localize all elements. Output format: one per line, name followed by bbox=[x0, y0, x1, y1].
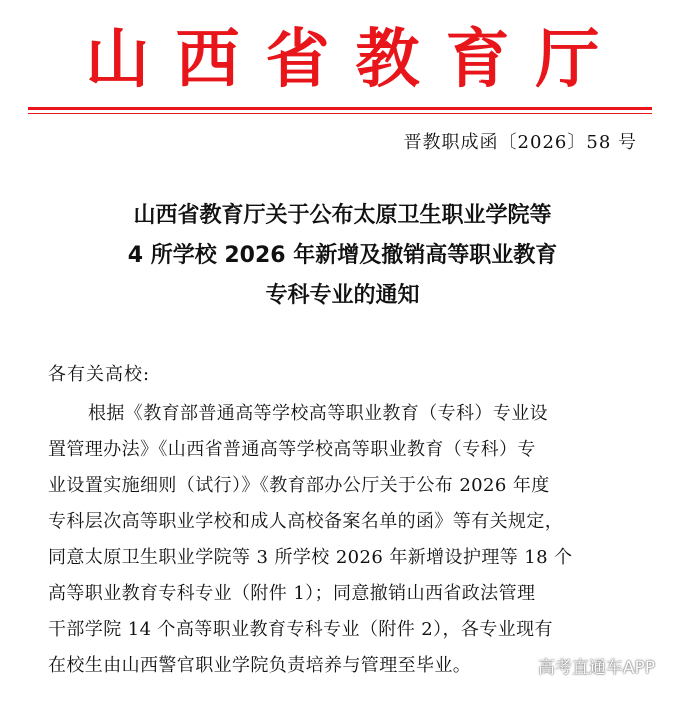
body-line: 业设置实施细则（试行）》《教育部办公厅关于公布 2026 年度 bbox=[48, 475, 550, 496]
document-title-line: 4 所学校 2026 年新增及撤销高等职业教育 bbox=[127, 243, 558, 268]
body-line: 根据《教育部普通高等学校高等职业教育（专科）专业设 bbox=[88, 403, 548, 424]
body-line: 高等职业教育专科专业（附件 1）；同意撤销山西省政法管理 bbox=[48, 583, 536, 604]
body-line: 在校生由山西警官职业学院负责培养与管理至毕业。 bbox=[48, 655, 472, 676]
body-line: 干部学院 14 个高等职业教育专科专业（附件 2），各专业现有 bbox=[48, 619, 553, 640]
document-title bbox=[30, 196, 655, 316]
document-title-line: 山西省教育厅关于公布太原卫生职业学院等 bbox=[133, 203, 552, 228]
agency-masthead: 山西省教育厅 bbox=[85, 22, 626, 97]
body-line: 同意太原卫生职业学院等 3 所学校 2026 年新增设护理等 18 个 bbox=[48, 547, 573, 568]
document-body bbox=[48, 396, 648, 684]
document-title-line: 专科专业的通知 bbox=[265, 283, 420, 308]
body-line: 专科层次高等职业学校和成人高校备案名单的函》等有关规定， bbox=[48, 511, 564, 532]
salutation: 各有关高校: bbox=[48, 364, 151, 385]
body-line: 置管理办法》《山西省普通高等学校高等职业教育（专科）专 bbox=[48, 439, 536, 460]
header-rule-thick bbox=[28, 107, 652, 110]
document-number: 晋教职成函〔2026〕58 号 bbox=[403, 132, 637, 153]
source-watermark: 高考直通车APP bbox=[537, 658, 655, 678]
header-rule-thin bbox=[28, 113, 652, 114]
